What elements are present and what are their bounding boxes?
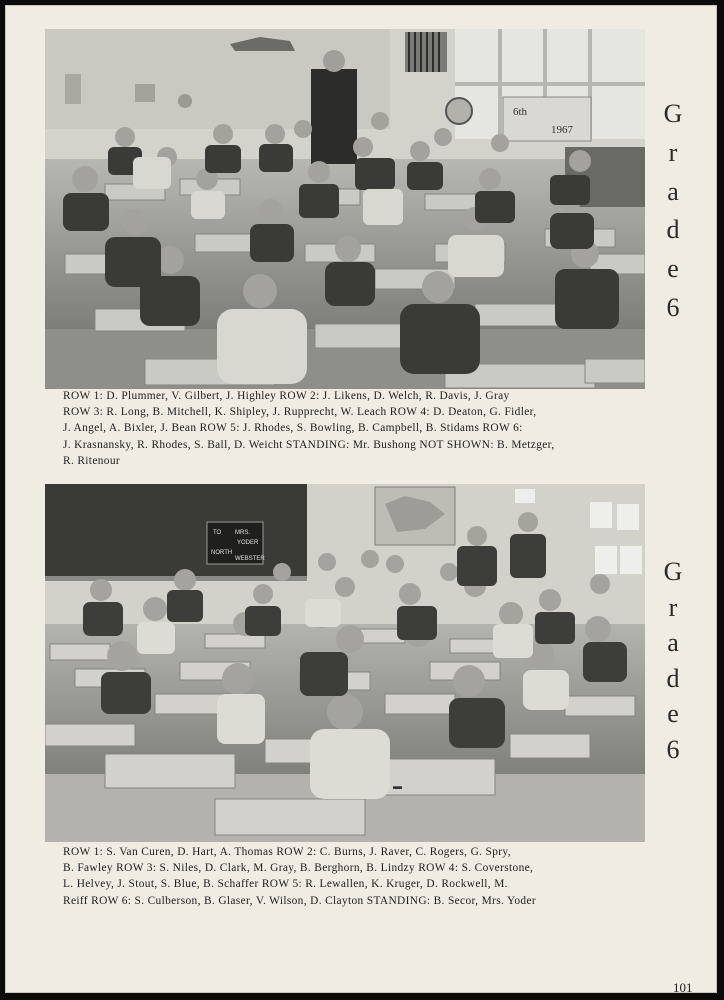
caption-bottom-line-2: B. Fawley ROW 3: S. Niles, D. Clark, M. Gray, B. Berghorn, B. Lindzy ROW 4: S. Coverstone,: [63, 862, 534, 875]
grade-title-bottom: [656, 554, 690, 767]
photo-top-sign-line1: 6th: [513, 106, 528, 118]
grade-title-bottom-letter-6: 6: [666, 734, 680, 764]
caption-top-line-1: ROW 1: D. Plummer, V. Gilbert, J. Highley ROW 2: J. Likens, D. Welch, R. Davis, J. Gray: [63, 390, 510, 402]
class-photo-bottom-image: [45, 484, 645, 842]
caption-top: [63, 388, 645, 469]
class-photo-top: [45, 29, 645, 389]
grade-title-bottom-letter-1: G: [663, 557, 683, 586]
photo-bottom-desk-tag: ▬: [393, 781, 402, 791]
grade-title-bottom-letter-3: a: [667, 628, 679, 657]
caption-bottom-line-3: L. Helvey, J. Stout, S. Blue, B. Schaffer ROW 5: R. Lewallen, K. Kruger, D. Rockwell, M.: [63, 878, 508, 891]
class-photo-bottom: [45, 484, 645, 842]
grade-title-bottom-letter-5: e: [667, 699, 679, 728]
caption-bottom-line-4: Reiff ROW 6: S. Culberson, B. Glaser, V. Wilson, D. Clayton STANDING: B. Secor, Mrs. Yoder: [63, 894, 537, 907]
photo-bottom-sign-line2: MRS.: [235, 530, 250, 536]
grade-title-top-letter-2: r: [668, 137, 678, 167]
caption-bottom: [63, 844, 645, 909]
caption-top-line-2: ROW 3: R. Long, B. Mitchell, K. Shipley, J. Rupprecht, W. Leach ROW 4: D. Deaton, G. Fidler,: [63, 406, 537, 419]
photo-bottom-sign-line4: NORTH: [211, 550, 233, 556]
grade-title-top: [656, 95, 690, 328]
grade-title-top-letter-4: d: [666, 215, 680, 245]
caption-top-line-3: J. Angel, A. Bixler, J. Bean ROW 5: J. Rhodes, S. Bowling, B. Campbell, B. Stidams ROW 6:: [63, 422, 523, 435]
caption-top-line-4: J. Krasnansky, R. Rhodes, S. Ball, D. Weicht STANDING: Mr. Bushong NOT SHOWN: B. Metzger,: [63, 438, 555, 451]
grade-title-top-letter-1: G: [663, 99, 683, 128]
grade-title-bottom-letter-4: d: [666, 663, 680, 693]
page-number: 101: [673, 980, 693, 995]
grade-title-top-letter-5: e: [667, 254, 679, 284]
grade-title-top-letter-3: a: [667, 176, 679, 206]
photo-bottom-sign-line1: TO: [213, 530, 222, 536]
class-photo-top-image: [45, 29, 645, 389]
grade-title-top-letter-6: 6: [666, 292, 680, 322]
caption-top-line-5: R. Ritenour: [63, 454, 121, 467]
caption-bottom-line-1: ROW 1: S. Van Curen, D. Hart, A. Thomas ROW 2: C. Burns, J. Raver, C. Rogers, G. Spry,: [63, 846, 511, 858]
grade-title-bottom-letter-2: r: [668, 592, 678, 622]
photo-top-sign-line2: 1967: [551, 124, 573, 136]
photo-bottom-sign-line5: WEBSTER: [235, 556, 265, 562]
photo-bottom-sign-line3: YODER: [237, 540, 259, 546]
yearbook-page: [5, 5, 717, 993]
